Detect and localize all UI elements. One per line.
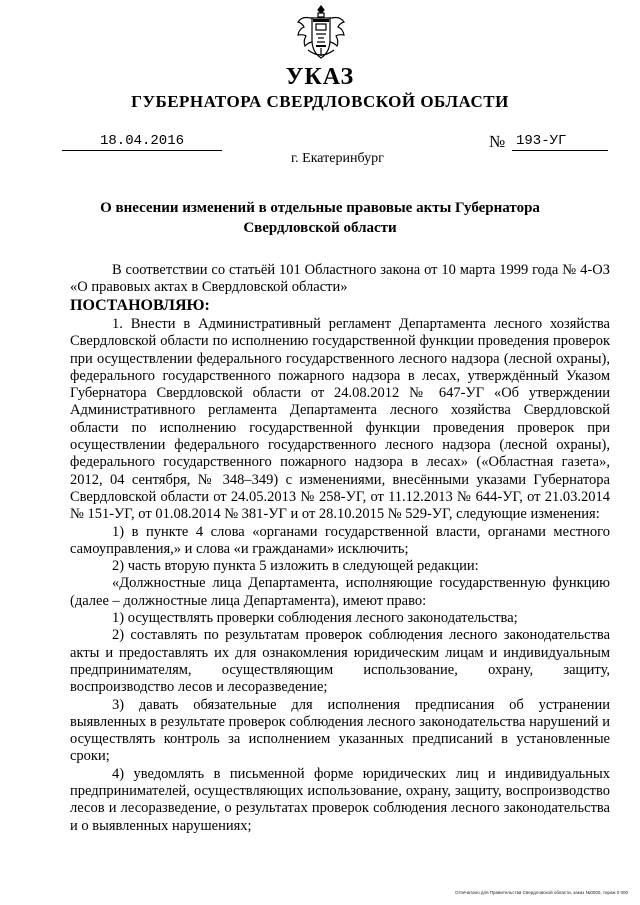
issuer-title: ГУБЕРНАТОРА СВЕРДЛОВСКОЙ ОБЛАСТИ: [131, 92, 509, 111]
decree-word: ПОСТАНОВЛЯЮ:: [70, 297, 210, 314]
preamble-block: [70, 262, 610, 297]
print-note: Отпечатано для Правительства Свердловской области, заказ №0000, тираж 0 000: [454, 890, 628, 895]
paragraph-4: «Должностные лица Департамента, исполняющие государственную функцию (далее – должностные лица Департамента), имеют право:: [70, 575, 610, 609]
coat-of-arms-icon: [296, 4, 346, 64]
paragraph-3: 2) часть вторую пункта 5 изложить в следующей редакции:: [112, 558, 479, 575]
decree-body: [70, 316, 610, 835]
paragraph-1: 1. Внести в Административный регламент Департамента лесного хозяйства Свердловской области по исполнению государственной функции проведения проверок при осуществлении федерального государственного лесного надзора (лесной охраны), федерального государственного пожарного надзора в лесах, утверждённый Указом Губернатора Свердловской области от 24.08.2012 № 647-УГ «Об утверждении Административного регламента Департамента лесного хозяйства Свердловской области по исполнению государственной функции проведения проверок при осуществлении федерального государственного лесного надзора (лесной охраны), федерального государственного пожарного надзора в лесах» («Областная газета», 2012, 04 сентября, № 348–349) с изменениями, внесёнными указами Губернатора Свердловской области от 24.05.2013 № 258-УГ, от 11.12.2013 № 644-УГ, от 21.03.2014 № 151-УГ, от 01.08.2014 № 381-УГ и от 28.10.2015 № 529-УГ, следующие изменения:: [70, 316, 610, 523]
paragraph-6: 2) составлять по результатам проверок соблюдения лесного законодательства акты и предоставлять их для ознакомления юридическим лицам и индивидуальным предпринимателям, осуществляющим использование, охрану, защиту, воспроизводство лесов и лесоразведение;: [70, 627, 610, 696]
paragraph-2: 1) в пункте 4 слова «органами государственной власти, органами местного самоуправления,» и слова «и гражданами» исключить;: [70, 523, 610, 557]
paragraph-7: 3) давать обязательные для исполнения предписания об устранении выявленных в результате проверок соблюдения лесного законодательства нарушений и осуществлять контроль за исполнением указанных предписаний в установленные сроки;: [70, 696, 610, 765]
number-field: 193-УГ: [512, 133, 608, 151]
city-label: г. Екатеринбург: [291, 151, 384, 166]
preamble-paragraph: В соответствии со статьёй 101 Областного закона от 10 марта 1999 года № 4-ОЗ «О правовых актах в Свердловской области»: [70, 262, 610, 296]
document-title: О внесении изменений в отдельные правовые акты Губернатора Свердловской области: [100, 200, 540, 236]
paragraph-5: 1) осуществлять проверки соблюдения лесного законодательства;: [112, 610, 518, 627]
number-sign: №: [489, 132, 506, 151]
date-field: 18.04.2016: [62, 133, 222, 151]
paragraph-8: 4) уведомлять в письменной форме юридических лиц и индивидуальных предпринимателей, осуществляющих использование, охрану, защиту, воспроизводство лесов и лесоразведение, о результатах проверок соблюдения лесного законодательства и о выявленных нарушениях;: [70, 765, 610, 834]
document-type-title: УКАЗ: [285, 64, 355, 90]
